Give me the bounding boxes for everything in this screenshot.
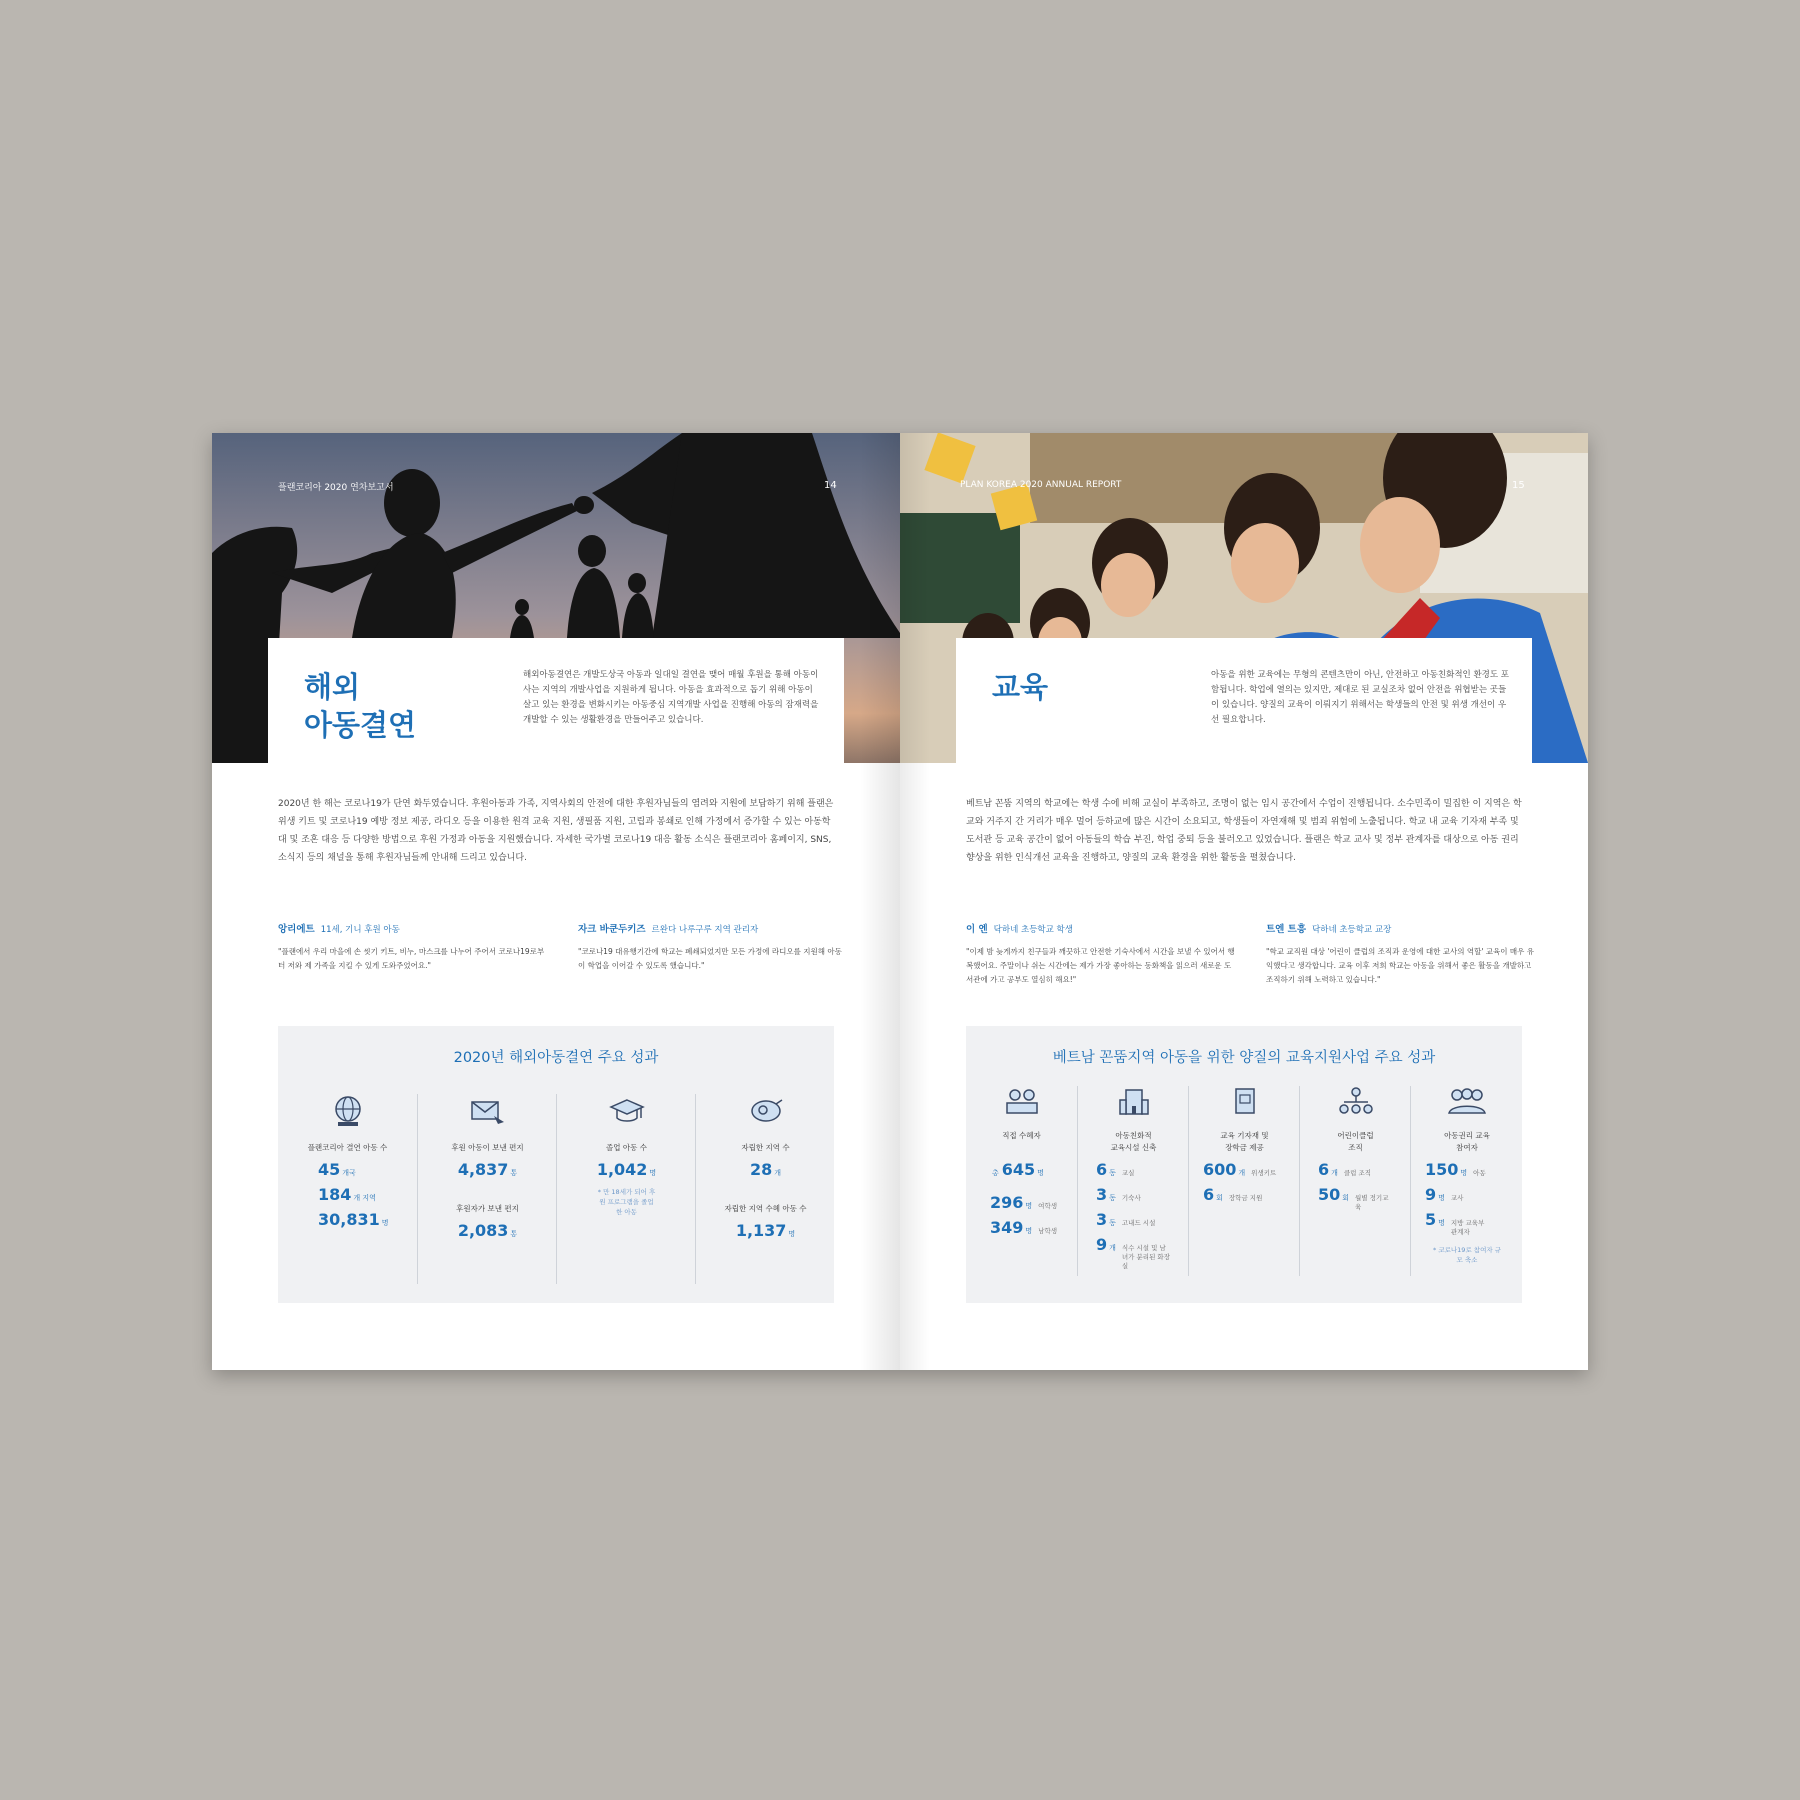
panel-title: 2020년 해외아동결연 주요 성과 [453, 1050, 659, 1066]
stat-unit: 개국 [342, 1169, 356, 1177]
stat-desc: 장학금 지원 [1228, 1194, 1263, 1202]
stat-desc: 교실 [1121, 1169, 1135, 1177]
stat-value: 2,083 [457, 1221, 509, 1240]
stat-value: 9 [1425, 1185, 1437, 1204]
stat-value: 296 [990, 1193, 1024, 1212]
stat-label: 플랜코리아 결연 아동 수 [307, 1143, 388, 1152]
quote-role: 르완다 나루구루 지역 관리자 [651, 925, 759, 935]
results-panel [966, 1026, 1522, 1303]
stat-unit: 명 [381, 1219, 389, 1227]
quote-block [966, 921, 1236, 987]
quote-block [1266, 921, 1536, 987]
stat-value: 1,137 [735, 1221, 787, 1240]
page-number: 14 [824, 480, 837, 491]
quote-role: 닥하네 초등학교 교장 [1312, 925, 1392, 935]
title-box [956, 638, 1532, 763]
stat-unit: 명 [1025, 1227, 1033, 1235]
graduation-cap-icon [607, 1094, 647, 1128]
body-text: 2020년 한 해는 코로나19가 단연 화두였습니다. 후원아동과 가족, 지역사회의 안전에 대한 후원자님들의 염려와 지원에 보답하기 위해 플랜은 위생 키트 및 코로나19 예방 정보 제공, 라디오 등을 이용한 원격 교육 지원, 생필품 지원, 고립과 봉쇄로 인해 가정에서 증가할 수 있는 아동학대 및 조혼 대응 등 다양한 방법으로 후원 가정과 아동을 지원했습니다. 자세한 국가별 코로나19 대응 활동 소식은 플랜코리아 홈페이지, SNS, 소식지 등의 채널을 통해 후원자님들께 안내해 드리고 있습니다. [278, 799, 834, 863]
stat-value: 50 [1318, 1185, 1341, 1204]
stat-column [1410, 1086, 1523, 1276]
stat-unit: 통 [510, 1230, 518, 1238]
stat-unit: 통 [510, 1169, 518, 1177]
stat-unit: 명 [788, 1230, 796, 1238]
stat-label: 졸업 아동 수 [606, 1143, 647, 1152]
quote-text: "플랜에서 우리 마을에 손 씻기 키트, 비누, 마스크를 나누어 주어서 코로나19로부터 저와 제 가족을 지킬 수 있게 도와주었어요." [278, 947, 545, 970]
quote-name: 앙리에트 11세, 기니 후원 아동 [278, 924, 400, 935]
quote-text: "코로나19 대유행기간에 학교는 폐쇄되었지만 모든 가정에 라디오를 지원해 아동이 학업을 이어갈 수 있도록 했습니다." [578, 947, 842, 970]
stat-unit: 명 [649, 1169, 657, 1177]
stat-value: 3 [1096, 1185, 1108, 1204]
stat-label: 어린이클럽 조직 [1337, 1131, 1374, 1152]
quote-text: "이제 밤 늦게까지 친구들과 깨끗하고 안전한 기숙사에서 시간을 보낼 수 있어서 행복했어요. 주말이나 쉬는 시간에는 제가 가장 좋아하는 동화책을 읽으러 새로운 도서관에 가고 공부도 열심히 해요!" [966, 947, 1235, 984]
stat-unit: 동 [1109, 1169, 1116, 1177]
right-page [900, 433, 1588, 1370]
stat-unit: 명 [1438, 1219, 1445, 1227]
stat-column [417, 1094, 557, 1284]
stat-unit: 개 [774, 1169, 782, 1177]
stat-label: 직접 수혜자 [1002, 1131, 1041, 1140]
quote-name: 트엔 트흥 닥하네 초등학교 교장 [1266, 924, 1392, 935]
quote-role: 닥하네 초등학교 학생 [993, 925, 1073, 935]
title-box [268, 638, 844, 763]
stat-desc: 월별 정기교육 [1355, 1194, 1389, 1211]
page-gutter-shadow [860, 433, 900, 1370]
stat-value: 349 [990, 1218, 1024, 1237]
stat-value: 645 [1001, 1160, 1036, 1179]
body-text: 베트남 꼰뚬 지역의 학교에는 학생 수에 비해 교실이 부족하고, 조명이 없는 임시 공간에서 수업이 진행됩니다. 소수민족이 밀집한 이 지역은 학교와 거주지 간 거리가 매우 멀어 등하교에 많은 시간이 소요되고, 학생들이 자연재해 및 범죄 위험에 노출됩니다. 학교 내 교육 기자재 부족 및 도서관 등 교육 공간이 없어 아동들의 학습 부진, 학업 중퇴 등을 불러오고 있었습니다. 플랜은 학교 교사 및 정부 관계자를 대상으로 아동 권리 향상을 위한 인식개선 교육을 진행하고, 양질의 교육 환경을 위한 활동을 펼쳤습니다. [966, 799, 1522, 863]
stat-desc: 남학생 [1038, 1227, 1058, 1235]
stat-value: 150 [1425, 1160, 1459, 1179]
stat-unit: 명 [1025, 1202, 1033, 1210]
stat-unit: 회 [1216, 1194, 1223, 1202]
letter-icon [468, 1094, 508, 1128]
stat-value: 45 [318, 1160, 341, 1179]
stat-unit: 개 지역 [353, 1194, 376, 1202]
stat-note: * 만 18세가 되어 후원 프로그램을 졸업한 아동 [597, 1188, 656, 1216]
people-icon [1002, 1086, 1042, 1116]
quote-name: 이 엔 닥하네 초등학교 학생 [966, 924, 1073, 935]
stat-unit: 동 [1109, 1194, 1116, 1202]
running-head: PLAN KOREA 2020 ANNUAL REPORT [960, 480, 1122, 490]
stat-unit: 명 [1037, 1169, 1044, 1177]
stat-value: 184 [318, 1185, 352, 1204]
stat-value: 1,042 [596, 1160, 648, 1179]
stat-unit: 개 [1109, 1244, 1116, 1252]
globe-icon [328, 1094, 368, 1128]
stat-value: 6 [1203, 1185, 1215, 1204]
book-icon [1225, 1086, 1265, 1116]
page-gutter-shadow [900, 433, 930, 1370]
stat-desc: 식수 시설 및 남녀가 분리된 화장실 [1121, 1244, 1170, 1270]
stat-note: * 코로나19로 참여자 규모 축소 [1433, 1246, 1501, 1264]
stat-desc: 기숙사 [1121, 1194, 1141, 1202]
stat-desc: 지방 교육부 관계자 [1450, 1219, 1485, 1236]
school-building-icon [1114, 1086, 1154, 1116]
stat-desc: 아동 [1473, 1169, 1486, 1177]
stat-value: 6 [1318, 1160, 1330, 1179]
stat-desc: 고내드 시설 [1121, 1219, 1156, 1227]
club-network-icon [1336, 1086, 1376, 1116]
stat-column [1299, 1086, 1411, 1276]
stat-unit: 동 [1109, 1219, 1116, 1227]
results-panel [278, 1026, 834, 1303]
stat-unit: 개 [1331, 1169, 1338, 1177]
stat-prefix: 총 [992, 1169, 999, 1177]
stat-label: 자립한 지역 수혜 아동 수 [724, 1204, 807, 1213]
stat-label: 자립한 지역 수 [741, 1143, 790, 1152]
stat-column [1077, 1086, 1189, 1276]
stat-value: 4,837 [457, 1160, 509, 1179]
stat-unit: 개 [1238, 1169, 1246, 1177]
section-title: 해외 아동결연 [304, 670, 417, 742]
stat-desc: 교사 [1450, 1194, 1464, 1202]
stat-label: 후원자가 보낸 편지 [456, 1204, 519, 1213]
group-icon [1445, 1086, 1489, 1116]
stat-value: 9 [1096, 1235, 1108, 1254]
stat-column [556, 1094, 696, 1284]
quote-text: "학교 교직원 대상 '어린이 클럽의 조직과 운영에 대한 교사의 역할' 교육이 매우 유익했다고 생각합니다. 교육 이후 저희 학교는 아동을 위해서 좋은 활동을 개발하고 조직하기 위해 노력하고 있습니다." [1266, 947, 1535, 984]
stat-column [1188, 1086, 1300, 1276]
brochure-spread [212, 433, 1588, 1370]
stat-column [695, 1094, 835, 1284]
stat-desc: 위생키트 [1251, 1169, 1277, 1177]
quote-block [278, 921, 548, 973]
running-head: 플랜코리아 2020 연차보고서 [278, 483, 394, 493]
section-title: 교육 [992, 670, 1049, 704]
page-number: 15 [1512, 480, 1525, 491]
sprout-icon [746, 1094, 786, 1128]
section-intro: 아동을 위한 교육에는 무형의 콘텐츠만이 아닌, 안전하고 아동친화적인 환경도 포함됩니다. 학업에 열의는 있지만, 제대로 된 교실조차 없어 안전을 위협받는 곳들이 있습니다. 양질의 교육이 이뤄지기 위해서는 학생들의 안전 및 위생 개선이 우선 필요합니다. [1211, 670, 1509, 725]
quote-role: 11세, 기니 후원 아동 [320, 925, 400, 935]
stat-value: 3 [1096, 1210, 1108, 1229]
stat-value: 600 [1203, 1160, 1237, 1179]
section-intro: 해외아동결연은 개발도상국 아동과 일대일 결연을 맺어 매월 후원을 통해 아동이 사는 지역의 개발사업을 지원하게 됩니다. 아동을 효과적으로 돕기 위해 아동이 살고 있는 환경을 변화시키는 아동중심 지역개발 사업을 진행해 아동의 잠재력을 개발할 수 있는 생활환경을 만들어주고 있습니다. [523, 670, 819, 725]
left-page [212, 433, 900, 1370]
stat-label: 교육 기자재 및 장학금 제공 [1220, 1131, 1269, 1152]
stat-value: 28 [749, 1160, 773, 1179]
stat-label: 아동권리 교육 참여자 [1444, 1131, 1490, 1152]
panel-title: 베트남 꼰뚬지역 아동을 위한 양질의 교육지원사업 주요 성과 [1052, 1050, 1436, 1066]
stat-label: 후원 아동이 보낸 편지 [451, 1143, 524, 1152]
stat-unit: 명 [1438, 1194, 1445, 1202]
stat-desc: 클럽 조직 [1343, 1169, 1372, 1177]
stat-unit: 회 [1342, 1194, 1350, 1202]
quote-name: 자크 바쿤두키즈 르완다 나루구루 지역 관리자 [578, 924, 759, 935]
stat-value: 5 [1425, 1210, 1437, 1229]
stat-label: 아동친화적 교육시설 신축 [1110, 1131, 1157, 1152]
stat-value: 30,831 [318, 1210, 380, 1229]
stat-column [278, 1094, 417, 1284]
stat-unit: 명 [1460, 1169, 1468, 1177]
stat-column [966, 1086, 1077, 1276]
quote-block [578, 921, 848, 973]
stat-desc: 여학생 [1038, 1202, 1058, 1210]
stat-value: 6 [1096, 1160, 1108, 1179]
